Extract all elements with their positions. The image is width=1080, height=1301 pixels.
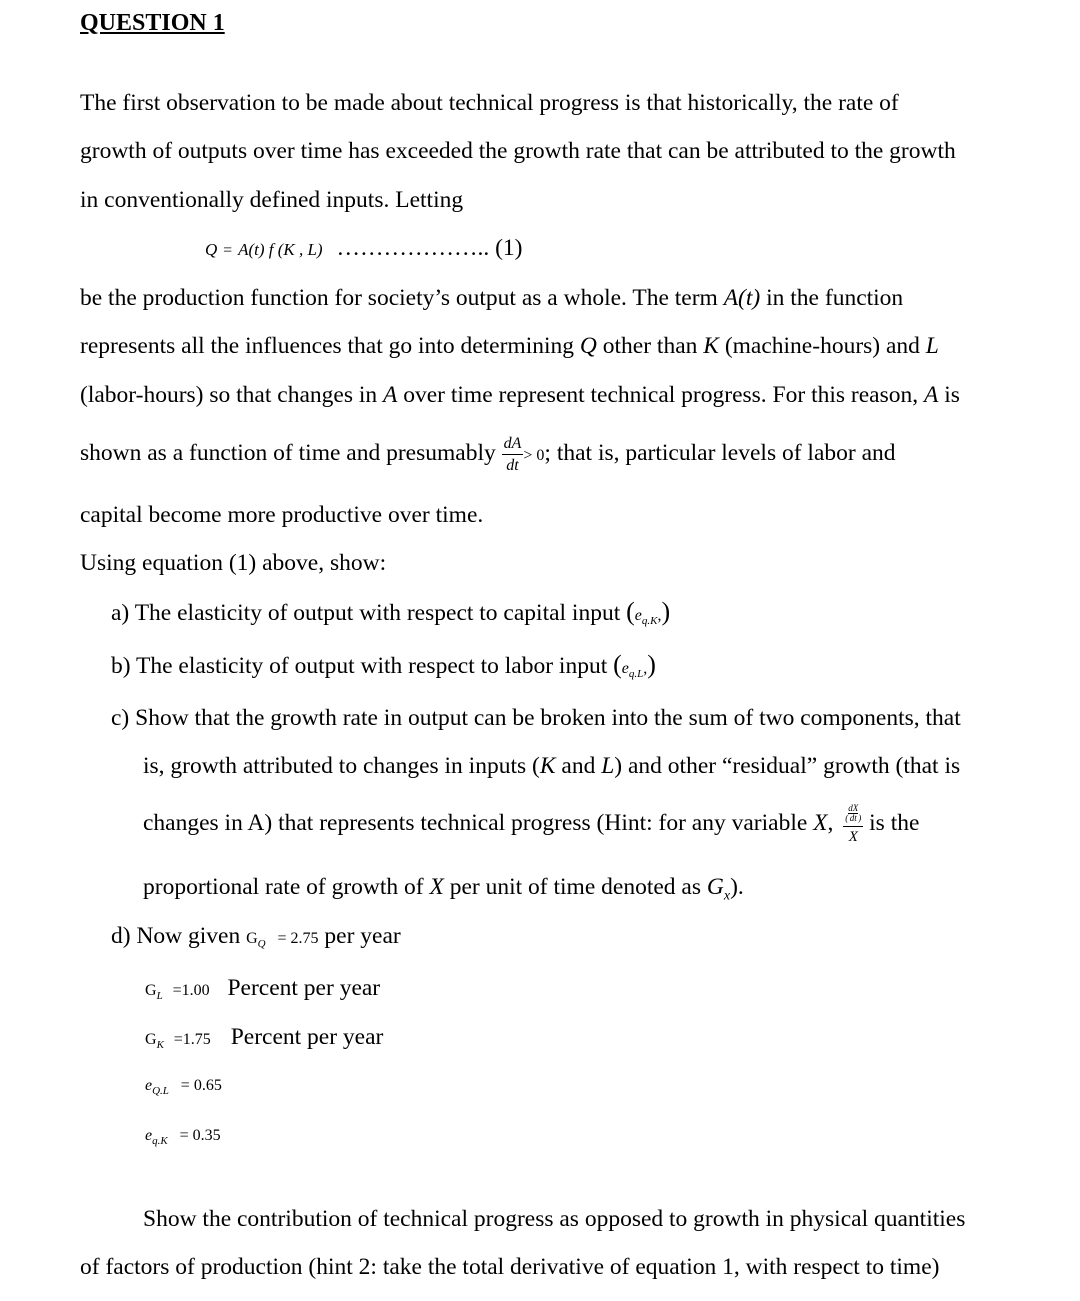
equation-1: Q = A(t) f (K , L) ……………….. (1) <box>205 235 523 261</box>
paragraph-line: be the production function for society’s output as a whole. The term A(t) in the function <box>80 285 904 311</box>
given-elasticity-capital: eq.K = 0.35 <box>145 1127 221 1147</box>
paragraph-line: of factors of production (hint 2: take the total derivative of equation 1, with respect to time) <box>80 1254 940 1280</box>
item-d: d) Now given GQ = 2.75 per year <box>111 923 401 950</box>
item-c-line: c) Show that the growth rate in output can be broken into the sum of two components, that <box>111 705 961 731</box>
given-elasticity-labor: eQ.L = 0.65 <box>145 1077 222 1097</box>
paragraph-line: Show the contribution of technical progress as opposed to growth in physical quantities <box>143 1206 966 1232</box>
question-title: QUESTION 1 <box>80 10 225 36</box>
derivative-fraction: $\frac{dA}{dt}$ <box>503 434 522 474</box>
item-c-line: changes in A) that represents technical progress (Hint: for any variable X, ( $\frac{dX}{dt}$ ) X is the <box>143 803 920 846</box>
paragraph-line: growth of outputs over time has exceeded the growth rate that can be attributed to the growth <box>80 138 956 164</box>
prompt-line: Using equation (1) above, show: <box>80 550 387 576</box>
growth-rate-fraction: ( $\frac{dX}{dt}$ ) X <box>845 803 862 846</box>
item-a: a) The elasticity of output with respect to capital input (eq.K,) <box>111 597 671 627</box>
paragraph-line: shown as a function of time and presumably $\frac{dA}{dt}$ > 0; that is, particular levels of labor and <box>80 434 896 474</box>
given-growth-labor: GL =1.00 Percent per year <box>145 975 381 1002</box>
given-growth-capital: GK =1.75 Percent per year <box>145 1024 384 1051</box>
paragraph-line: (labor-hours) so that changes in A over time represent technical progress. For this reason, A is <box>80 382 960 408</box>
item-c-line: proportional rate of growth of X per unit of time denoted as $G_x$). <box>143 874 744 904</box>
item-b: b) The elasticity of output with respect to labor input (eq.L,) <box>111 650 656 680</box>
paragraph-line: The first observation to be made about technical progress is that historically, the rate of <box>80 90 899 116</box>
paragraph-line: capital become more productive over time. <box>80 502 484 528</box>
paragraph-line: in conventionally defined inputs. Letting <box>80 187 464 213</box>
item-c-line: is, growth attributed to changes in inputs (K and L) and other “residual” growth (that is <box>143 753 961 779</box>
paragraph-line: represents all the influences that go into determining Q other than K (machine-hours) and L <box>80 333 939 359</box>
paren-open-icon: ( <box>626 597 635 626</box>
